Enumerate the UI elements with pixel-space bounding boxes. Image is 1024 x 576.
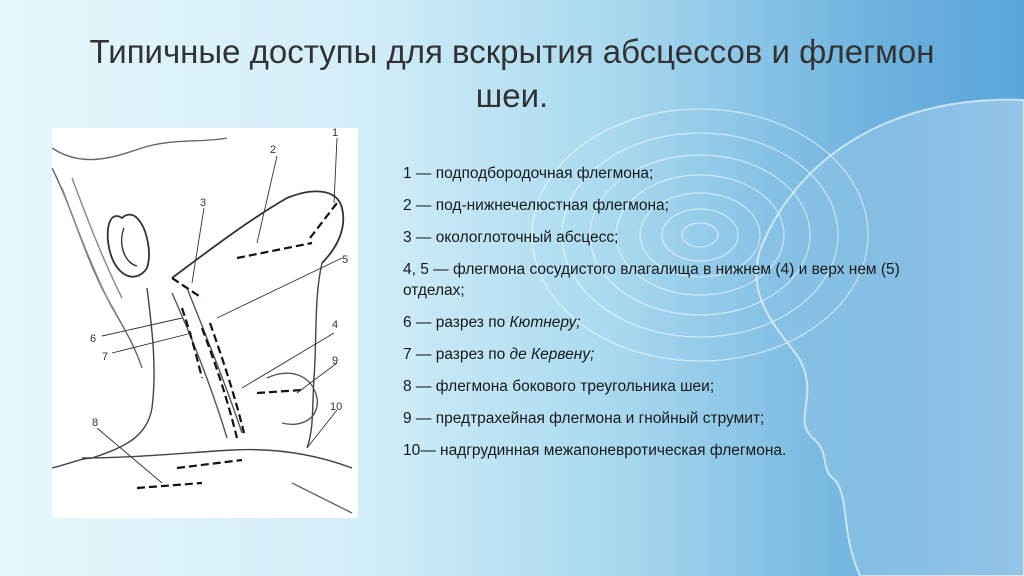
- legend-item-1: 1 — подподбородочная флегмона;: [403, 165, 654, 182]
- legend-item-3: 3 — окологлоточный абсцесс;: [403, 229, 619, 246]
- slide-title: Типичные доступы для вскрытия абсцессов и флегмон шеи.: [89, 33, 935, 114]
- figure-label-6: 6: [90, 333, 97, 345]
- legend-item-8: 8 — флегмона бокового треугольника шеи;: [403, 378, 715, 395]
- figure-label-4: 4: [332, 319, 339, 331]
- figure-label-10: 10: [330, 401, 343, 413]
- legend-item-2: 2 — под-нижнечелюстная флегмона;: [403, 197, 669, 214]
- figure-label-5: 5: [342, 254, 349, 266]
- figure-label-9: 9: [332, 355, 339, 367]
- neck-anatomy-figure: [52, 128, 358, 518]
- figure-label-8: 8: [92, 417, 99, 429]
- figure-label-3: 3: [200, 197, 207, 209]
- legend-item-7: 7 — разрез по де Кервену;: [403, 346, 595, 363]
- figure-label-2: 2: [270, 144, 277, 156]
- legend-item-9: 9 — предтрахейная флегмона и гнойный струмит;: [403, 410, 765, 427]
- legend-item-6: 6 — разрез по Кютнеру;: [403, 314, 581, 331]
- legend-item-10: 10— надгрудинная межапоневротическая флегмона.: [403, 442, 787, 459]
- figure-label-1: 1: [332, 128, 339, 139]
- legend-list: [403, 163, 943, 472]
- figure-label-7: 7: [102, 351, 109, 363]
- legend-item-4-5: 4, 5 — флегмона сосудистого влагалища в нижнем (4) и верх нем (5) отделах;: [403, 261, 900, 299]
